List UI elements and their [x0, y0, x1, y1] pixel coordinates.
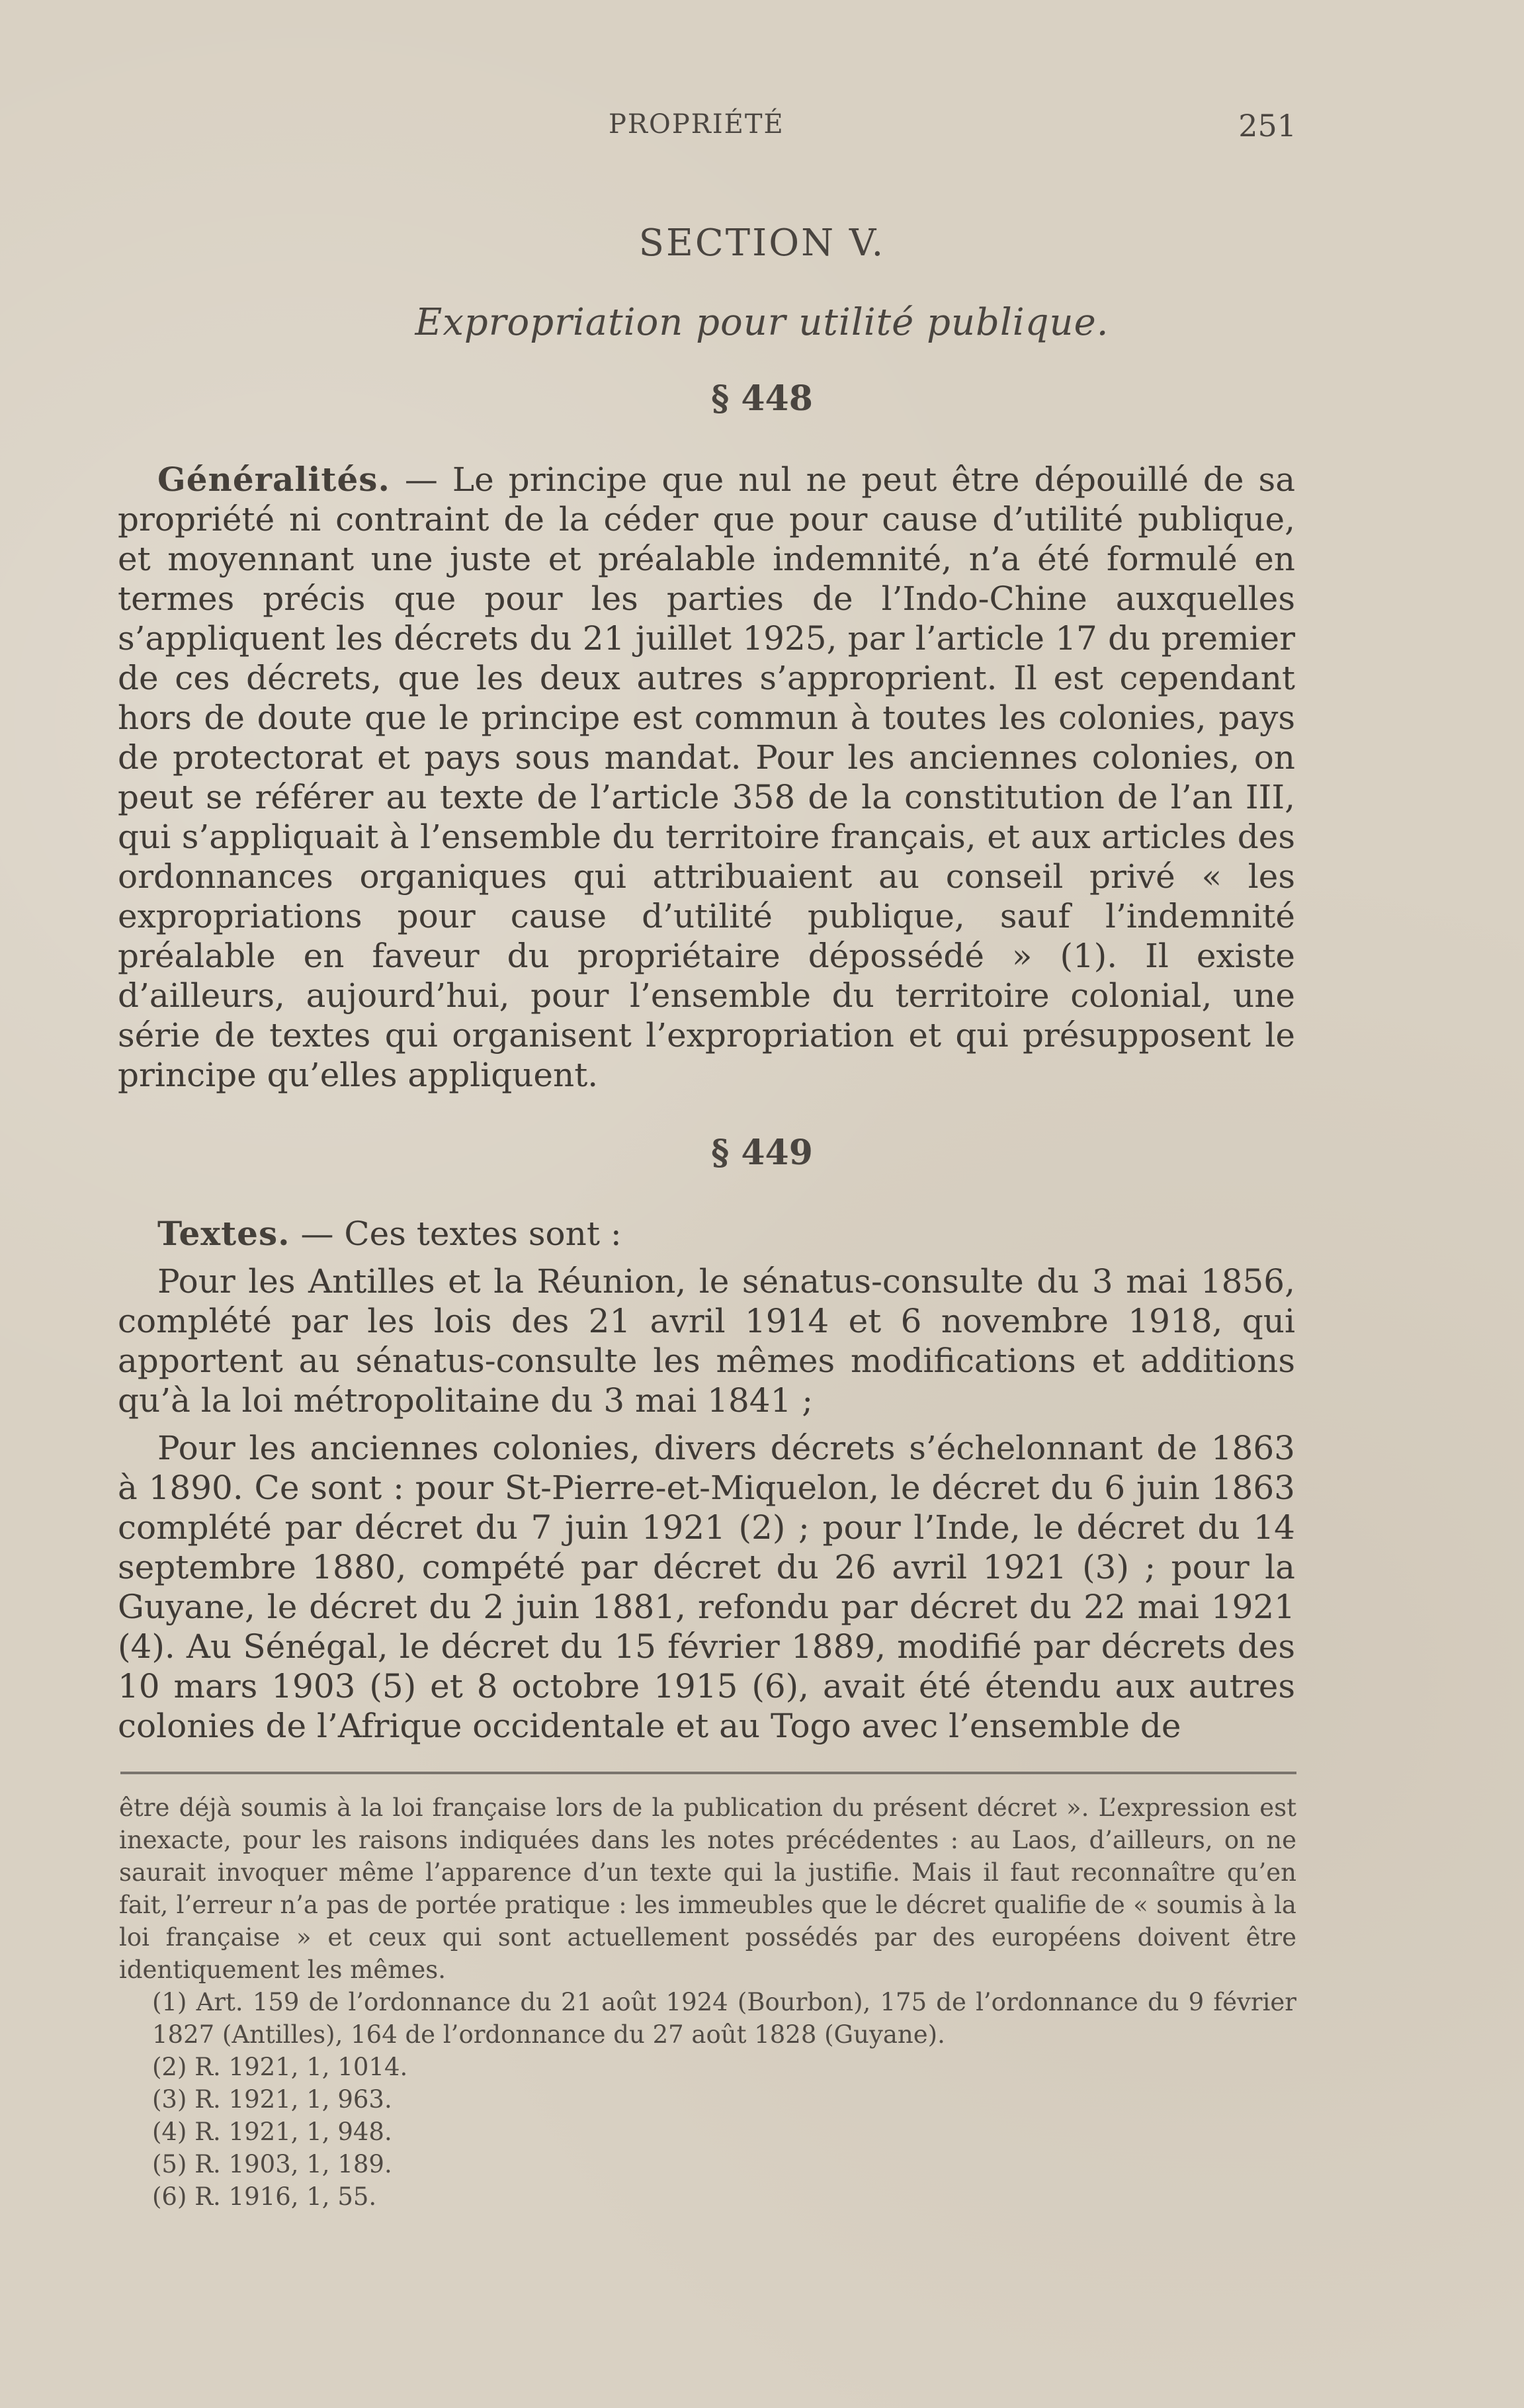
section-subtitle: Expropriation pour utilité publique.	[415, 301, 1109, 344]
paragraph-448-body	[118, 460, 1295, 1095]
footnote-continuation: être déjà soumis à la loi française lors de la publication du présent décret ». L’expression est inexacte, pour les raisons indiquées dans les notes précédentes : au Laos, d’ailleurs, on ne saurait invoquer même l’apparence d’un texte qui la justifie. Mais il faut reconnaître qu’en fait, l’erreur n’a pas de portée pratique : les immeubles que le décret qualifie de « soumis à la loi française » et ceux qui sont actuellement possédés par des européens doivent être identiquement les mêmes.	[119, 1793, 1296, 1984]
running-title: PROPRIÉTÉ	[609, 109, 784, 140]
page-header	[119, 109, 1296, 149]
footnote-5: (5) R. 1903, 1, 189.	[152, 2150, 392, 2178]
footnote-2: (2) R. 1921, 1, 1014.	[152, 2053, 408, 2081]
footnote-rule	[120, 1772, 1296, 1774]
lead-generalites: Généralités.	[157, 460, 390, 499]
section-title: SECTION V.	[638, 222, 886, 265]
footnote-4: (4) R. 1921, 1, 948.	[152, 2118, 392, 2146]
paragraph-number-449: § 449	[711, 1133, 813, 1173]
footnote-1: (1) Art. 159 de l’ordonnance du 21 août 1924 (Bourbon), 175 de l’ordonnance du 9 février 1827 (Antilles), 164 de l’ordonnance du 27 août 1828 (Guyane).	[152, 1988, 1296, 2049]
page-number: 251	[1238, 108, 1296, 144]
paragraph-448-text: — Le principe que nul ne peut être dépouillé de sa propriété ni contraint de la céder que pour cause d’utilité publique, et moyennant une juste et préalable indemnité, n’a été formulé en termes précis que pour les parties de l’Indo-Chine auxquelles s’appliquent les décrets du 21 juillet 1925, par l’article 17 du premier de ces décrets, que les deux autres s’approprient. Il est cependant hors de doute que le principe est commun à toutes les colonies, pays de protectorat et pays sous mandat. Pour les anciennes colonies, on peut se référer au texte de l’article 358 de la constitution de l’an III, qui s’appliquait à l’ensemble du territoire français, et aux articles des ordonnances organiques qui attribuaient au conseil privé « les expropriations pour cause d’utilité publique, sauf l’indemnité préalable en faveur du propriétaire dépossédé » (1). Il existe d’ailleurs, aujourd’hui, pour l’ensemble du territoire colonial, une série de textes qui organisent l’expropriation et qui présupposent le principe qu’elles appliquent.	[118, 460, 1295, 1094]
paragraph-449-intro: — Ces textes sont :	[290, 1215, 622, 1253]
footnote-6: (6) R. 1916, 1, 55.	[152, 2182, 377, 2211]
lead-textes: Textes.	[157, 1214, 290, 1253]
paragraph-449-antilles: Pour les Antilles et la Réunion, le sénatus-consulte du 3 mai 1856, complété par les lois des 21 avril 1914 et 6 novembre 1918, qui apportent au sénatus-consulte les mêmes modifications et additions qu’à la loi métropolitaine du 3 mai 1841 ;	[118, 1262, 1295, 1420]
footnotes	[119, 1791, 1296, 2213]
footnote-3: (3) R. 1921, 1, 963.	[152, 2085, 392, 2114]
paragraph-449-body	[118, 1214, 1295, 1746]
paragraph-449-anciennes-colonies: Pour les anciennes colonies, divers décrets s’échelonnant de 1863 à 1890. Ce sont : pour St-Pierre-et-Miquelon, le décret du 6 juin 1863 complété par décret du 7 juin 1921 (2) ; pour l’Inde, le décret du 14 septembre 1880, compété par décret du 26 avril 1921 (3) ; pour la Guyane, le décret du 2 juin 1881, refondu par décret du 22 mai 1921 (4). Au Sénégal, le décret du 15 février 1889, modifié par décrets des 10 mars 1903 (5) et 8 octobre 1915 (6), avait été étendu aux autres colonies de l’Afrique occidentale et au Togo avec l’ensemble de	[118, 1429, 1295, 1745]
paragraph-number-448: § 448	[711, 378, 813, 419]
